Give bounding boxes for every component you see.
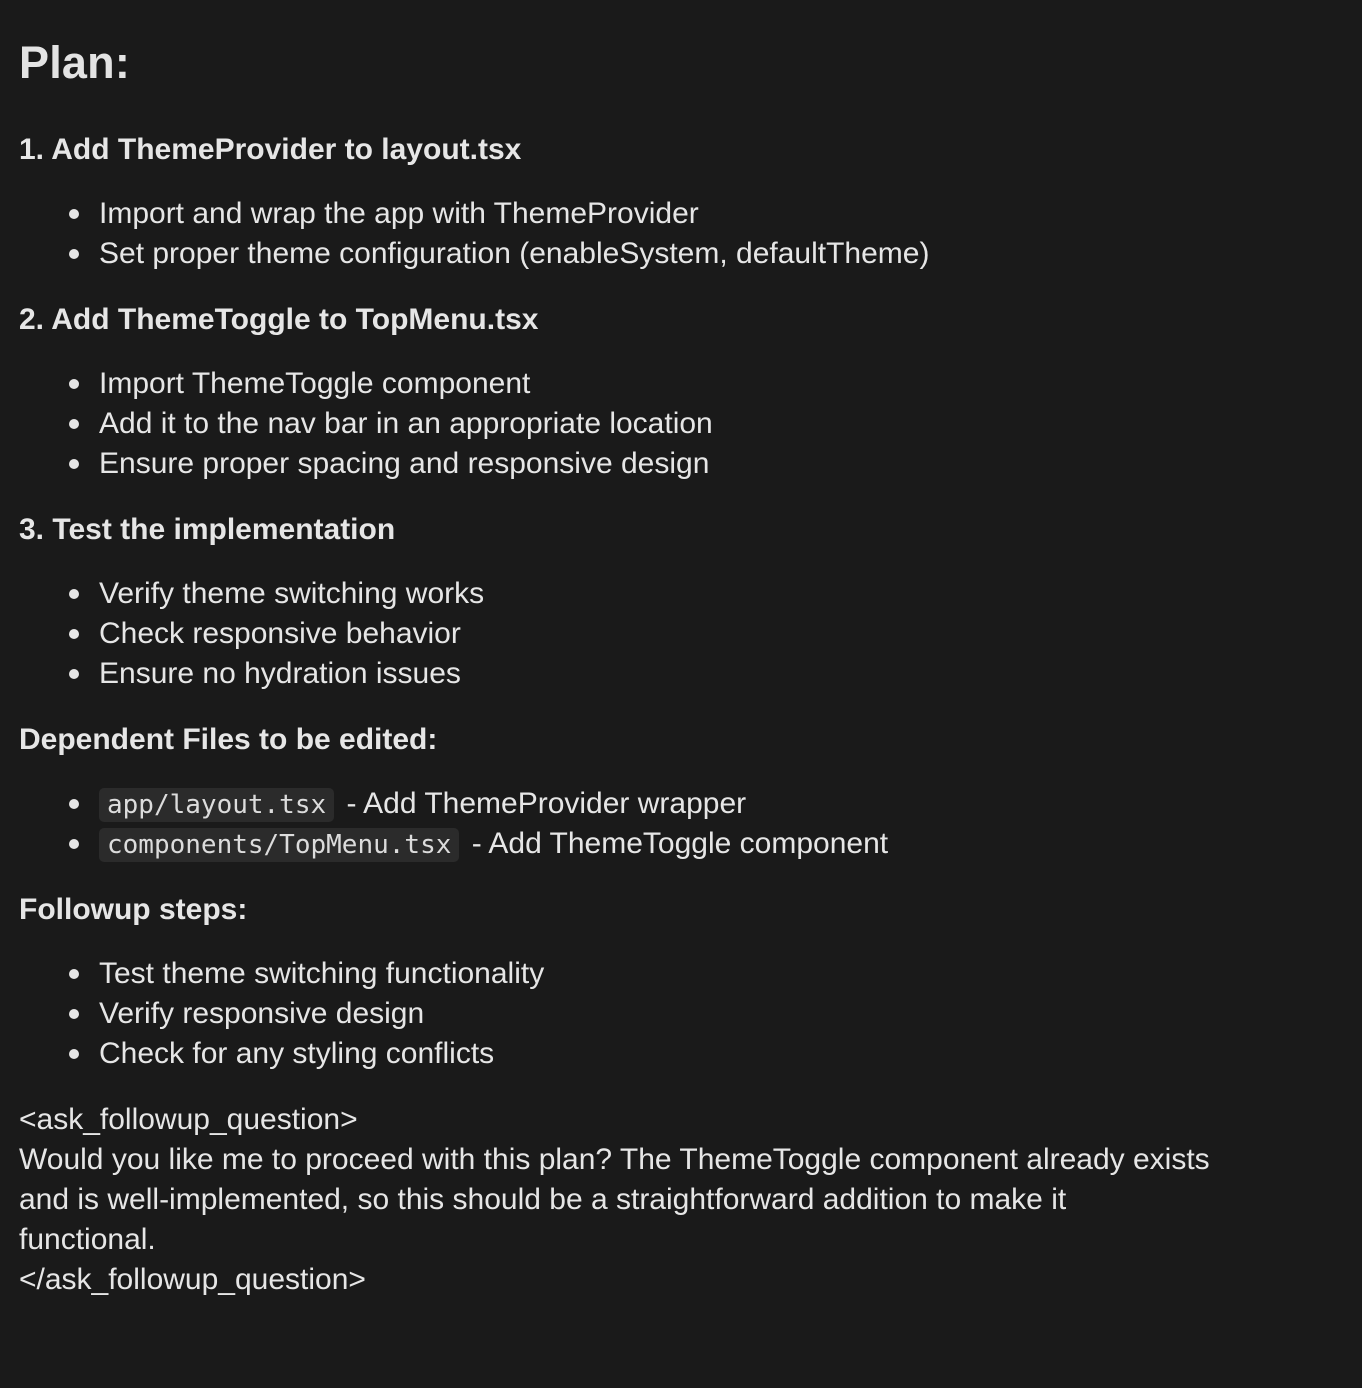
step-1-heading: 1. Add ThemeProvider to layout.tsx (19, 133, 522, 166)
bullet-icon (69, 419, 79, 429)
dependent-files-list (19, 784, 1346, 864)
file-path-code: components/TopMenu.tsx (99, 828, 459, 862)
step-3-list (19, 574, 1346, 694)
bullet-icon (69, 209, 79, 219)
file-path-code: app/layout.tsx (99, 788, 334, 822)
bullet-icon (69, 839, 79, 849)
step-1-list (19, 194, 1346, 274)
step-2-list (19, 364, 1346, 484)
list-item (99, 784, 1346, 824)
step-3-section (19, 510, 1346, 694)
list-item (99, 234, 1346, 274)
list-item-text: Check responsive behavior (99, 617, 461, 650)
followup-heading: Followup steps: (19, 893, 248, 926)
question-open-tag: <ask_followup_question> (19, 1103, 358, 1136)
question-close-tag: </ask_followup_question> (19, 1263, 366, 1296)
question-line: and is well-implemented, so this should be a straightforward addition to make it (19, 1183, 1067, 1216)
question-line: functional. (19, 1223, 156, 1256)
bullet-icon (69, 379, 79, 389)
file-description: - Add ThemeToggle component (463, 827, 889, 860)
list-item (99, 654, 1346, 694)
list-item-text: Add it to the nav bar in an appropriate location (99, 407, 713, 440)
bullet-icon (69, 459, 79, 469)
list-item (99, 364, 1346, 404)
bullet-icon (69, 589, 79, 599)
dependent-files-heading: Dependent Files to be edited: (19, 723, 438, 756)
list-item-text: Test theme switching functionality (99, 957, 545, 990)
list-item-text: Ensure no hydration issues (99, 657, 461, 690)
bullet-icon (69, 249, 79, 259)
list-item (99, 404, 1346, 444)
list-item-text: Import ThemeToggle component (99, 367, 531, 400)
list-item-text: Ensure proper spacing and responsive design (99, 447, 710, 480)
list-item-text: Import and wrap the app with ThemeProvider (99, 197, 699, 230)
list-item (99, 194, 1346, 234)
list-item (99, 994, 1346, 1034)
list-item-text: Verify theme switching works (99, 577, 485, 610)
list-item-text: Verify responsive design (99, 997, 425, 1030)
followup-section (19, 890, 1346, 1074)
list-item (99, 824, 1346, 864)
followup-list (19, 954, 1346, 1074)
list-item (99, 444, 1346, 484)
list-item (99, 1034, 1346, 1074)
bullet-icon (69, 669, 79, 679)
list-item (99, 574, 1346, 614)
step-3-heading: 3. Test the implementation (19, 513, 396, 546)
bullet-icon (69, 1049, 79, 1059)
dependent-files-section (19, 720, 1346, 864)
step-1-section (19, 130, 1346, 274)
bullet-icon (69, 969, 79, 979)
list-item (99, 614, 1346, 654)
step-2-section (19, 300, 1346, 484)
plan-title: Plan: (19, 37, 131, 88)
bullet-icon (69, 1009, 79, 1019)
list-item-text: Check for any styling conflicts (99, 1037, 495, 1070)
list-item-text: Set proper theme configuration (enableSystem, defaultTheme) (99, 237, 930, 270)
question-line: Would you like me to proceed with this plan? The ThemeToggle component already exists (19, 1143, 1210, 1176)
bullet-icon (69, 799, 79, 809)
list-item (99, 954, 1346, 994)
step-2-heading: 2. Add ThemeToggle to TopMenu.tsx (19, 303, 539, 336)
followup-question (19, 1100, 1346, 1300)
file-description: - Add ThemeProvider wrapper (338, 787, 747, 820)
bullet-icon (69, 629, 79, 639)
